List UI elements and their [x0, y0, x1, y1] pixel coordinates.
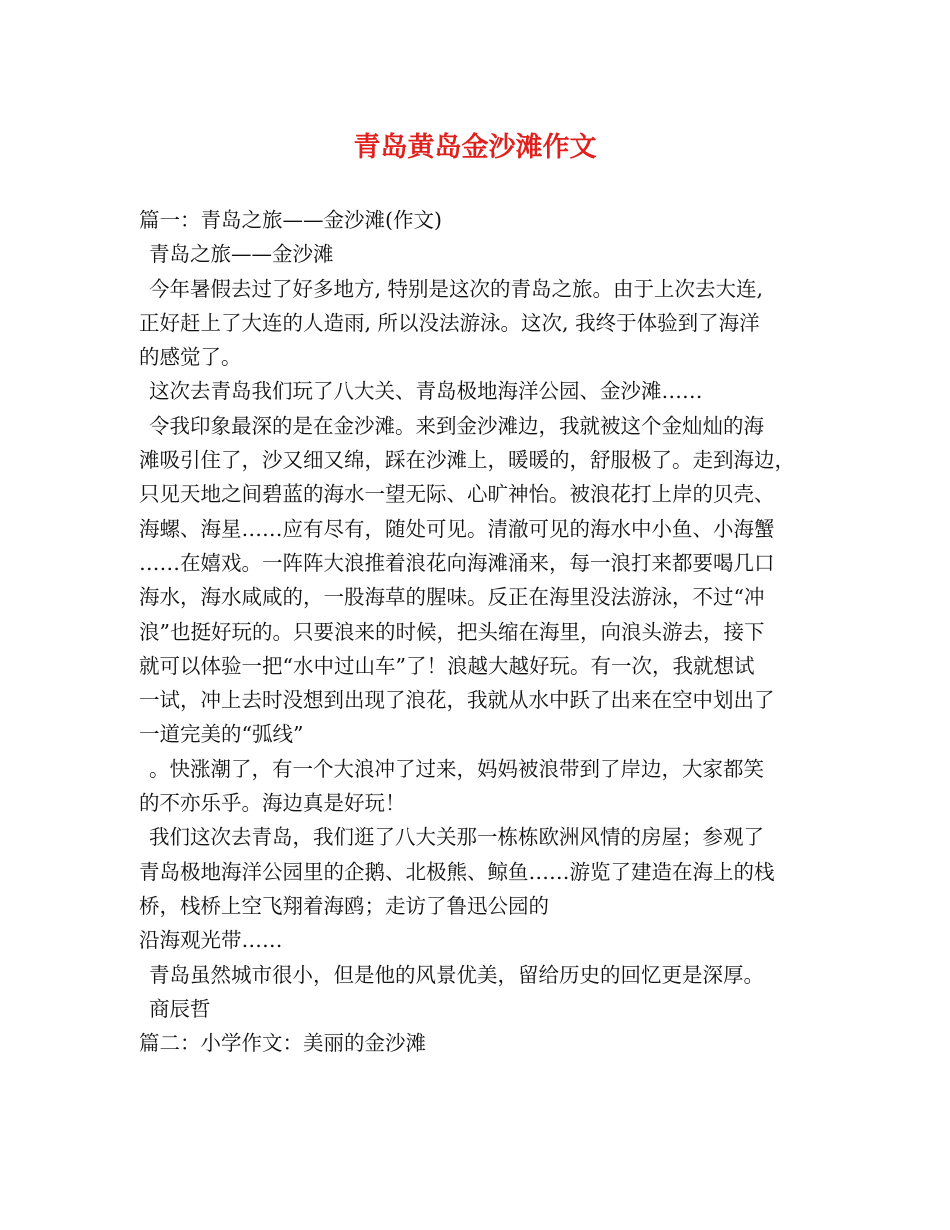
paragraph-line: 海螺、海星……应有尽有，随处可见。清澈可见的海水中小鱼、小海蟹 [139, 516, 775, 541]
paragraph-line: 青岛极地海洋公园里的企鹅、北极熊、鲸鱼……游览了建造在海上的栈 [139, 859, 775, 884]
paragraph-line: 一道完美的“弧线” [139, 722, 304, 747]
paragraph-line: 今年暑假去过了好多地方, 特别是这次的青岛之旅。由于上次去大连, [149, 276, 764, 301]
paragraph-line: 。快涨潮了，有一个大浪冲了过来，妈妈被浪带到了岸边，大家都笑 [149, 756, 764, 781]
paragraph-line: 这次去青岛我们玩了八大关、青岛极地海洋公园、金沙滩…… [149, 379, 703, 404]
paragraph-line: 一试，冲上去时没想到出现了浪花，我就从水中跃了出来在空中划出了 [139, 688, 775, 713]
paragraph-line: 青岛虽然城市很小，但是他的风景优美，留给历史的回忆更是深厚。 [149, 962, 764, 987]
section-heading: 篇二：小学作文：美丽的金沙滩 [139, 1031, 426, 1056]
paragraph-line: 浪”也挺好玩的。只要浪来的时候，把头缩在海里，向浪头游去，接下 [139, 619, 765, 644]
paragraph-line: 青岛之旅——金沙滩 [149, 242, 334, 267]
paragraph-line: 滩吸引住了，沙又细又绵，踩在沙滩上，暖暖的，舒服极了。走到海边， [139, 448, 795, 473]
paragraph-line: 的不亦乐乎。海边真是好玩！ [139, 791, 406, 816]
paragraph-line: 正好赶上了大连的人造雨, 所以没法游泳。这次, 我终于体验到了海洋 [139, 310, 760, 335]
paragraph-line: 只见天地之间碧蓝的海水一望无际、心旷神怡。被浪花打上岸的贝壳、 [139, 482, 775, 507]
author-name: 商辰哲 [149, 996, 211, 1021]
document-title: 青岛黄岛金沙滩作文 [353, 132, 597, 163]
paragraph-line: 令我印象最深的是在金沙滩。来到金沙滩边，我就被这个金灿灿的海 [149, 413, 764, 438]
paragraph-line: 我们这次去青岛，我们逛了八大关那一栋栋欧洲风情的房屋；参观了 [149, 825, 764, 850]
paragraph-line: 的感觉了。 [139, 345, 242, 370]
paragraph-line: 沿海观光带…… [139, 928, 283, 953]
paragraph-line: 海水，海水咸咸的，一股海草的腥味。反正在海里没法游泳，不过“冲 [139, 585, 765, 610]
paragraph-line: 就可以体验一把“水中过山车”了！浪越大越好玩。有一次，我就想试 [139, 653, 755, 678]
paragraph-line: ……在嬉戏。一阵阵大浪推着浪花向海滩涌来，每一浪打来都要喝几口 [139, 550, 775, 575]
section-heading: 篇一：青岛之旅——金沙滩(作文) [139, 208, 442, 232]
document-body [139, 203, 819, 1060]
paragraph-line: 桥，栈桥上空飞翔着海鸥；走访了鲁迅公园的 [139, 893, 549, 918]
